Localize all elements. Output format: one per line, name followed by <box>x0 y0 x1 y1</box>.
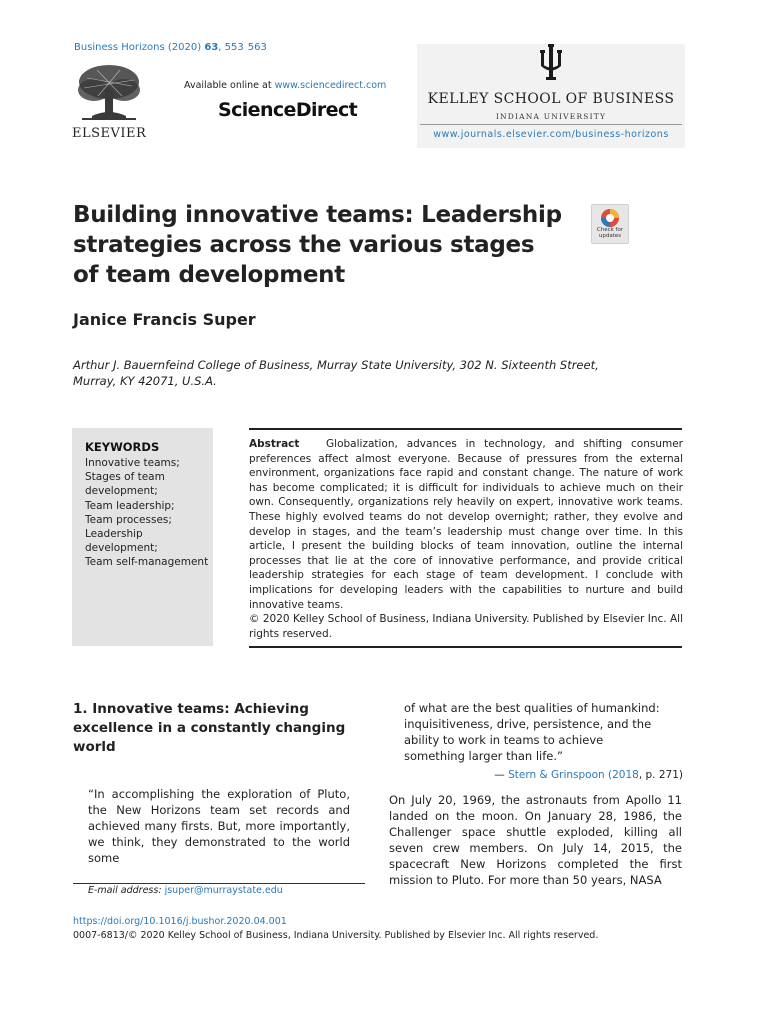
available-online <box>184 80 386 91</box>
keyword-item: Leadership development; <box>85 528 158 555</box>
author-name: Janice Francis Super <box>73 310 256 329</box>
abstract-top-rule <box>249 428 682 430</box>
footer-copyright: 0007-6813/© 2020 Kelley School of Business, Indiana University. Published by Elsevier Inc. All rights reserved. <box>73 930 599 941</box>
abstract-label: Abstract <box>249 438 300 450</box>
keyword-item: Team leadership; <box>85 499 175 512</box>
journal-homepage-link[interactable]: www.journals.elsevier.com/business-horizons <box>433 129 669 140</box>
citation-reference-link[interactable]: Stern & Grinspoon (2018 <box>508 769 639 781</box>
kelley-school-name: KELLEY SCHOOL OF BUSINESS <box>427 91 675 107</box>
doi-link[interactable]: https://doi.org/10.1016/j.bushor.2020.04.001 <box>73 916 287 927</box>
epigraph-quote-part1: “In accomplishing the exploration of Pluto, the New Horizons team set records and achieved many firsts. But, more importantly, we think, they demonstrated to the world some <box>88 787 350 865</box>
journal-name: Business Horizons <box>74 42 165 53</box>
keyword-item: Stages of team development; <box>85 471 165 498</box>
author-affiliation: Arthur J. Bauernfeind College of Business, Murray State University, 302 N. Sixteenth Street, Murray, KY 42071, U.S.A. <box>73 358 599 388</box>
citation-dash: — <box>494 769 509 781</box>
citation-page: , p. 271) <box>638 769 683 781</box>
sciencedirect-link[interactable]: www.sciencedirect.com <box>274 80 387 91</box>
check-updates-label: Check for updates <box>596 227 624 239</box>
journal-reference[interactable]: Business Horizons (2020) 63, 553 563 <box>74 42 267 53</box>
journal-year: (2020) <box>167 42 202 53</box>
abstract-text: Globalization, advances in technology, and shifting consumer preferences affect almost everyone. Because of pressures from the external environment, organizations face rapid and constant change. The nature of work has become complicated; it is difficult for individuals to achieve much on their own. Consequently, organizations rely heavily on expert, innovative work teams. These highly evolved teams do not develop overnight; rather, they evolve and develop in stages, and the team’s leadership must change over time. In this article, I present the building blocks of team innovation, outline the internal processes that lie at the core of innovative performance, and provide critical leadership strategies for each stage of team development. I conclude with implications for developing leaders with the capabilities to nurture and build innovative teams. <box>249 438 683 611</box>
email-label: E-mail address: <box>88 885 162 896</box>
section-heading: 1. Innovative teams: Achieving excellence in a constantly changing world <box>73 701 346 755</box>
sciencedirect-wordmark: ScienceDirect <box>218 99 358 121</box>
author-email-link[interactable]: jsuper@murraystate.edu <box>164 885 283 896</box>
journal-pages: 553 563 <box>224 42 267 53</box>
available-text: Available online at <box>184 80 272 91</box>
abstract-bottom-rule <box>249 646 682 648</box>
epigraph-quote-part2: of what are the best qualities of humankind: inquisitiveness, drive, persistence, and the ability to work in teams to achieve something larger than life.” <box>404 701 660 763</box>
body-paragraph: On July 20, 1969, the astronauts from Apollo 11 landed on the moon. On January 28, 1986, the Challenger space shuttle exploded, killing all seven crew members. On July 14, 2015, the spacecraft New Horizons completed the first mission to Pluto. For more than 50 years, NASA <box>389 793 682 887</box>
keyword-item: Team self-management <box>85 556 209 569</box>
author-email-footnote <box>88 885 283 896</box>
check-for-updates-button[interactable] <box>591 204 629 244</box>
header-divider <box>420 124 682 125</box>
university-name: INDIANA UNIVERSITY <box>495 112 607 121</box>
keyword-item: Innovative teams; <box>85 457 180 469</box>
keywords-heading: KEYWORDS <box>85 440 160 454</box>
publisher-name: ELSEVIER <box>72 126 147 141</box>
journal-volume: 63 <box>204 42 219 53</box>
abstract-block <box>249 437 683 641</box>
keyword-item: Team processes; <box>85 513 172 526</box>
indiana-university-trident-icon <box>537 44 565 80</box>
article-title: Building innovative teams: Leadership strategies across the various stages of team development <box>73 202 562 288</box>
keywords-list <box>85 456 213 570</box>
epigraph-citation <box>404 769 683 781</box>
footnote-rule <box>73 883 365 884</box>
abstract-copyright: © 2020 Kelley School of Business, Indiana University. Published by Elsevier Inc. All rights reserved. <box>249 613 683 640</box>
